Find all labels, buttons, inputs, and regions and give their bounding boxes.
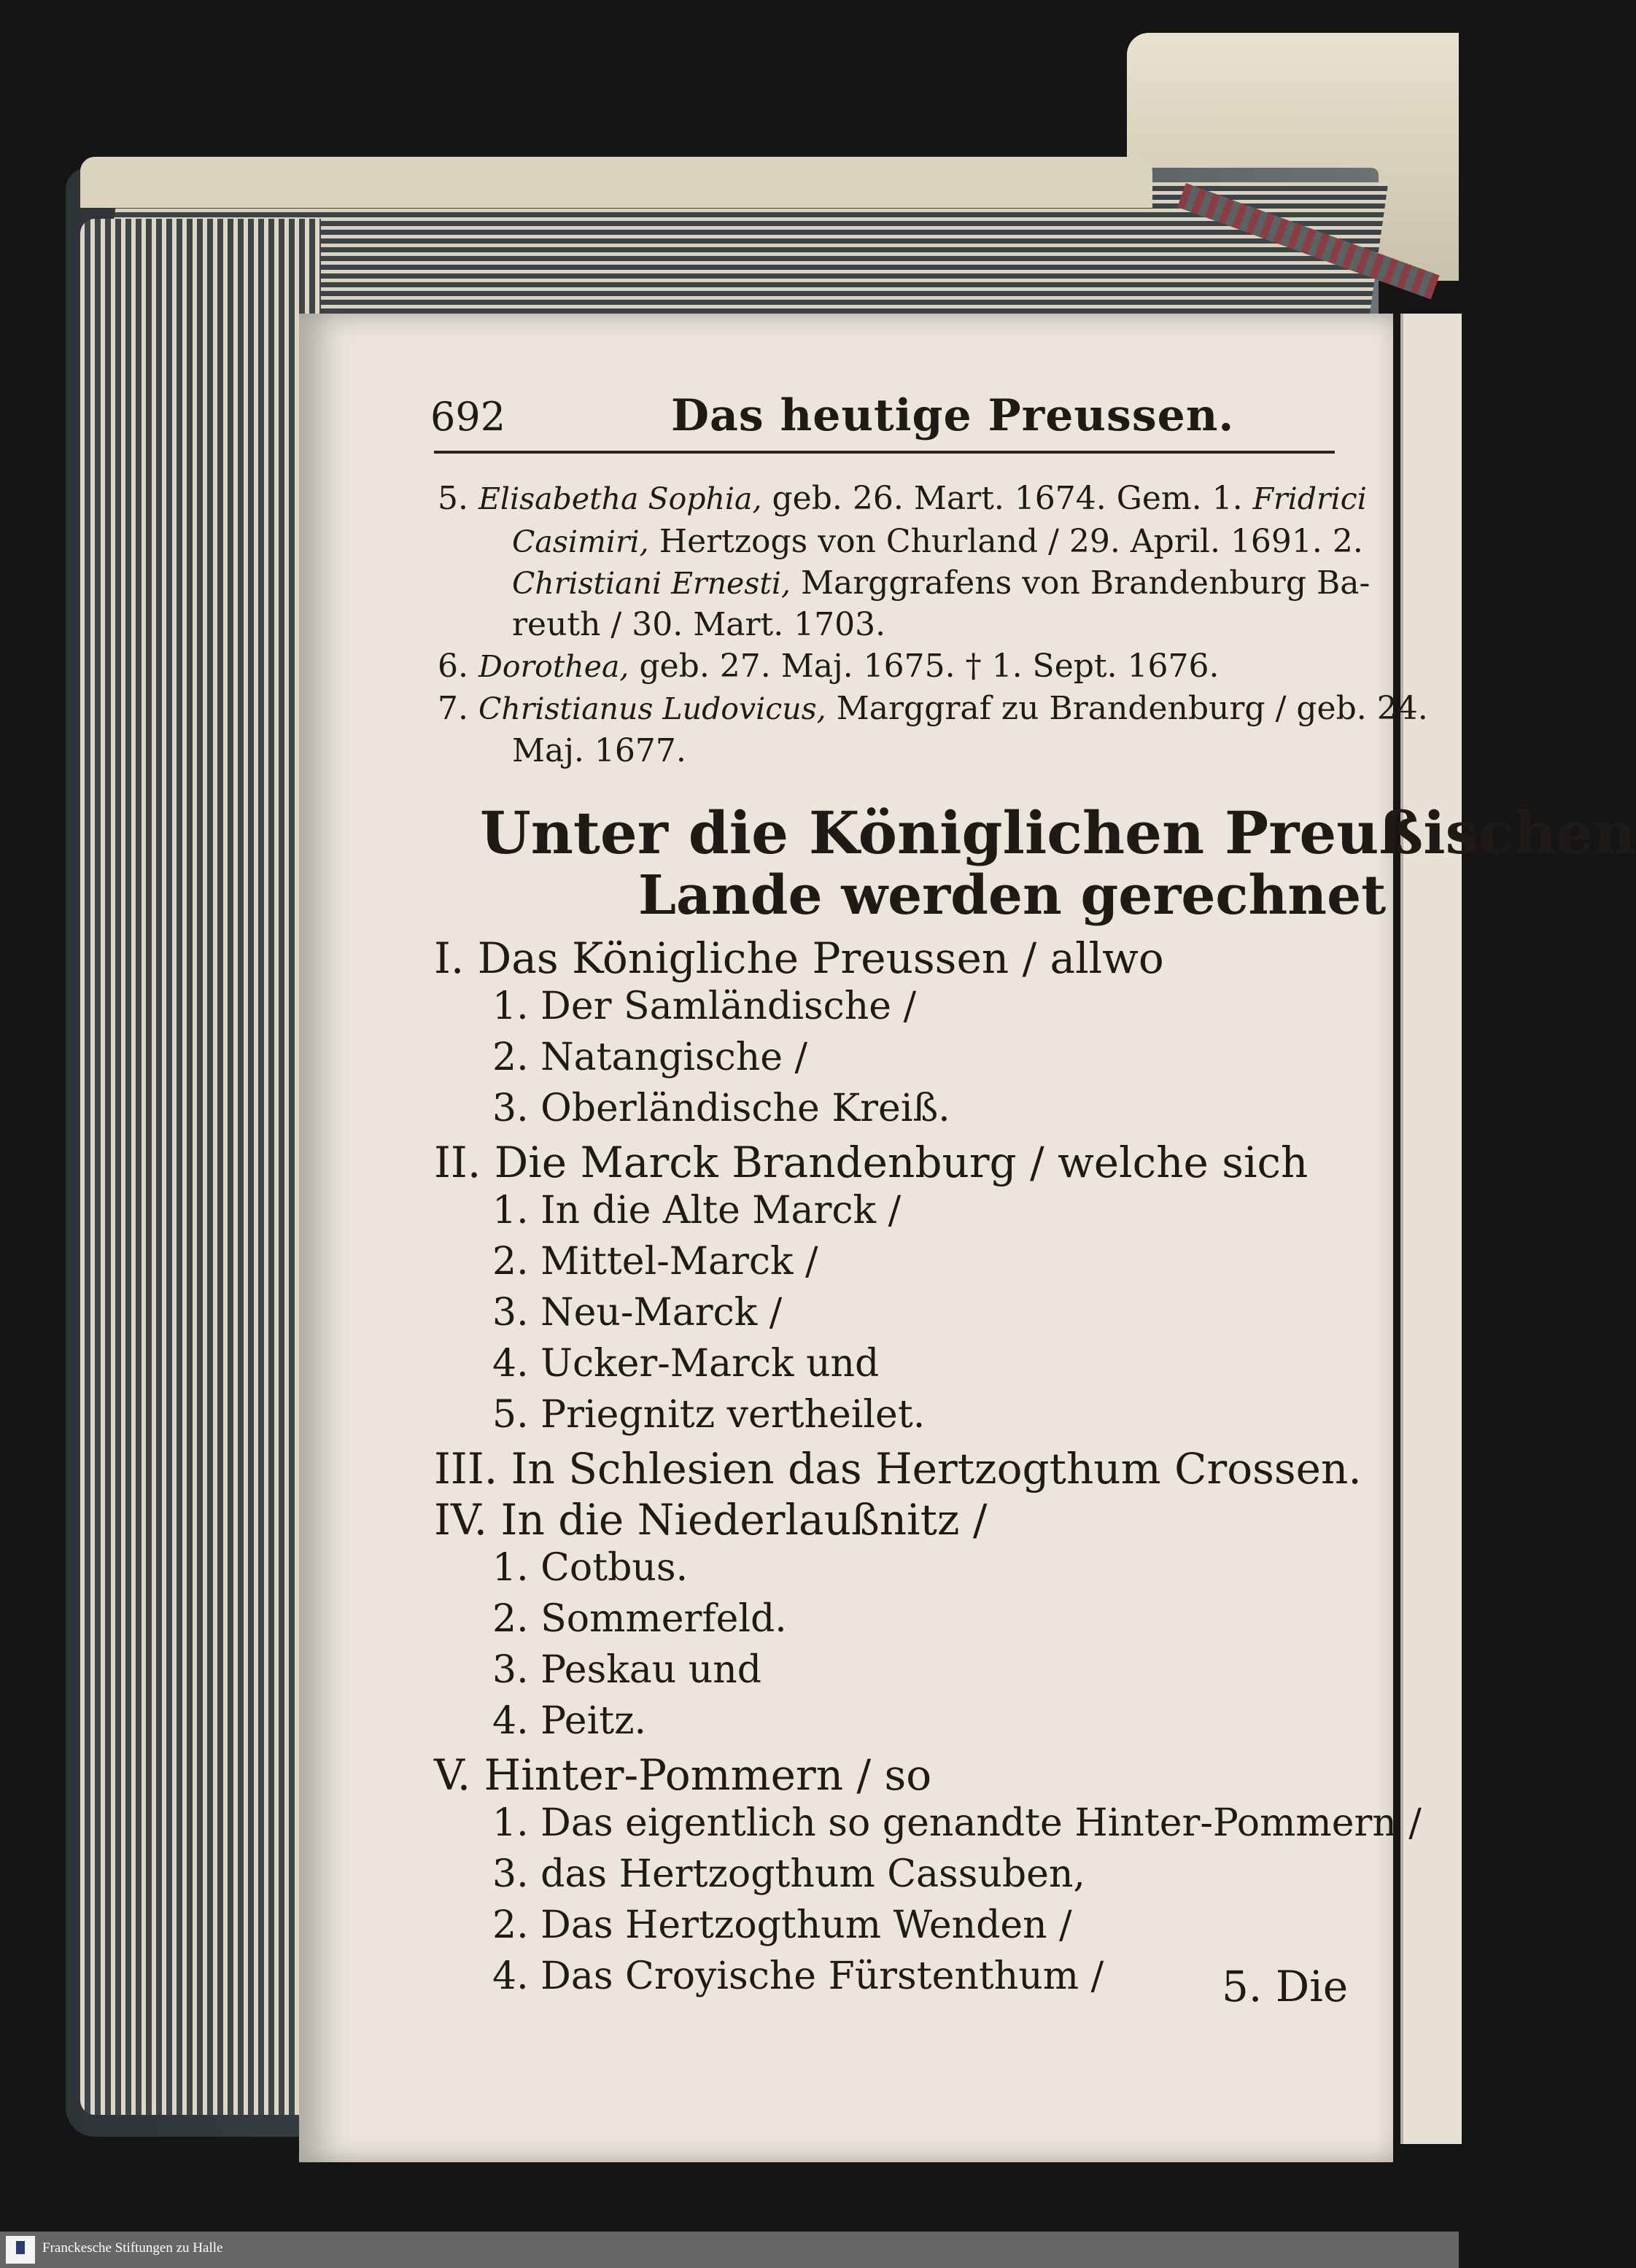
- entry-text: Marggrafens von Brandenburg Ba-: [800, 564, 1371, 602]
- entry-name: Casimiri,: [512, 524, 649, 559]
- genealogy-entry-7-line2: Maj. 1677.: [512, 732, 686, 769]
- list-item: 1. Der Samländische /: [492, 985, 917, 1028]
- section-heading-line2: Lande werden gerechnet: [638, 864, 1387, 927]
- genealogy-entry-6: [438, 648, 1220, 685]
- genealogy-entry-7-line1: [438, 690, 1428, 727]
- genealogy-entry-5-line2: [512, 523, 1363, 560]
- genealogy-entry-5-line1: [438, 480, 1367, 517]
- entry-name: Fridrici: [1252, 481, 1367, 516]
- entry-text: geb. 26. Mart. 1674. Gem. 1.: [772, 480, 1243, 517]
- book-page: [299, 314, 1636, 2162]
- genealogy-entry-5-line3: [512, 564, 1371, 602]
- institution-logo-icon: [6, 2236, 35, 2264]
- section-label-4: IV. In die Niederlaußnitz /: [434, 1495, 988, 1545]
- list-item: 1. In die Alte Marck /: [492, 1189, 902, 1232]
- page-edges-left: [80, 219, 321, 2115]
- list-item: 1. Das eigentlich so genandte Hinter-Pommern /: [492, 1801, 1422, 1845]
- section-label-2: II. Die Marck Brandenburg / welche sich: [434, 1138, 1309, 1187]
- list-item: 4. Peitz.: [492, 1699, 647, 1743]
- list-item: 5. Priegnitz vertheilet.: [492, 1393, 926, 1437]
- entry-name: Elisabetha Sophia,: [478, 481, 762, 516]
- list-item: 2. Mittel-Marck /: [492, 1240, 818, 1283]
- entry-text: Marggraf zu Brandenburg / geb. 24.: [836, 690, 1428, 727]
- genealogy-entry-5-line4: reuth / 30. Mart. 1703.: [512, 606, 886, 643]
- list-item: 4. Ucker-Marck und: [492, 1342, 880, 1386]
- list-item: 4. Das Croyische Fürstenthum /: [492, 1954, 1104, 1998]
- entry-number: 6.: [438, 648, 468, 685]
- entry-name: Christiani Ernesti,: [512, 566, 791, 601]
- footer-institution: Franckesche Stiftungen zu Halle: [42, 2240, 223, 2256]
- entry-number: 7.: [438, 690, 468, 727]
- entry-text: Hertzogs von Churland / 29. April. 1691. 2.: [659, 523, 1363, 560]
- list-item: 3. das Hertzogthum Cassuben,: [492, 1852, 1085, 1896]
- list-item: 2. Natangische /: [492, 1036, 808, 1079]
- entry-name: Dorothea,: [478, 649, 629, 684]
- list-item: 2. Sommerfeld.: [492, 1597, 787, 1641]
- facing-page: [1400, 314, 1462, 2144]
- header-rule: [434, 451, 1335, 454]
- list-item: 3. Neu-Marck /: [492, 1291, 783, 1335]
- running-head: Das heutige Preussen.: [671, 390, 1235, 441]
- list-item: 3. Peskau und: [492, 1648, 762, 1692]
- list-item: 3. Oberländische Kreiß.: [492, 1087, 950, 1130]
- book-cover-top: [80, 157, 1152, 208]
- catchword: 5. Die: [1222, 1962, 1349, 2011]
- entry-name: Christianus Ludovicus,: [478, 691, 826, 726]
- page-number: 692: [430, 394, 506, 440]
- section-heading-line1: Unter die Königlichen Preußischen: [480, 799, 1636, 867]
- list-item: 2. Das Hertzogthum Wenden /: [492, 1903, 1072, 1947]
- list-item: 1. Cotbus.: [492, 1546, 689, 1590]
- entry-number: 5.: [438, 480, 468, 517]
- entry-text: geb. 27. Maj. 1675. † 1. Sept. 1676.: [639, 648, 1220, 685]
- section-label-5: V. Hinter-Pommern / so: [434, 1750, 932, 1800]
- section-label-1: I. Das Königliche Preussen / allwo: [434, 933, 1164, 983]
- section-label-3: III. In Schlesien das Hertzogthum Crossen.: [434, 1444, 1362, 1494]
